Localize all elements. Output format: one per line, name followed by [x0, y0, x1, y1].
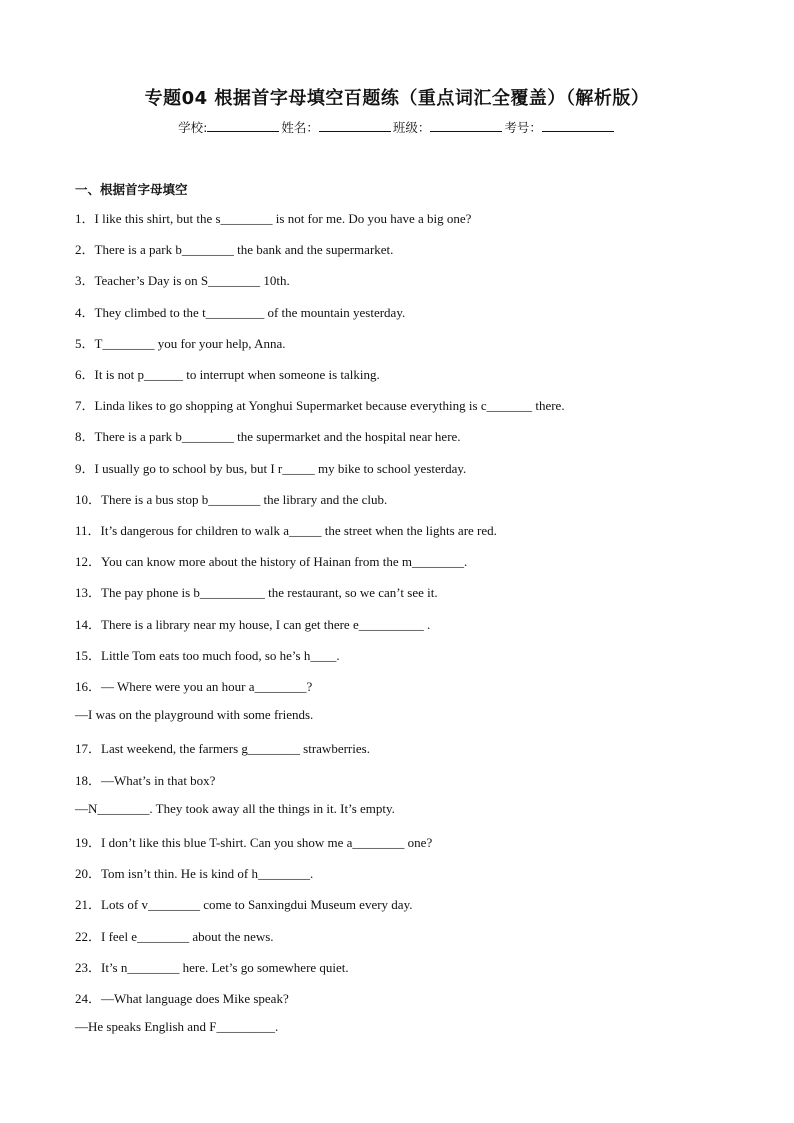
- question-line: 19．I don’t like this blue T-shirt. Can you show me a________ one?: [75, 835, 433, 850]
- answer-line: —He speaks English and F_________.: [75, 1019, 279, 1034]
- school-label: 学校:: [178, 120, 208, 135]
- class-blank: [430, 119, 502, 132]
- question-line: 17．Last weekend, the farmers g________ strawberries.: [75, 741, 370, 756]
- name-label: 姓名：: [281, 120, 319, 135]
- answer-line: —N________. They took away all the things in it. It’s empty.: [75, 801, 395, 816]
- question-line: 6．It is not p______ to interrupt when someone is talking.: [75, 367, 380, 382]
- question-line: 10．There is a bus stop b________ the library and the club.: [75, 492, 388, 507]
- question-line: 13．The pay phone is b__________ the restaurant, so we can’t see it.: [75, 585, 438, 600]
- name-blank: [319, 119, 391, 132]
- school-blank: [207, 119, 279, 132]
- question-line: 18．—What’s in that box?: [75, 773, 216, 788]
- number-blank: [542, 119, 614, 132]
- question-line: 8．There is a park b________ the supermarket and the hospital near here.: [75, 429, 461, 444]
- question-line: 21．Lots of v________ come to Sanxingdui Museum every day.: [75, 897, 413, 912]
- student-info-line: [0, 118, 794, 136]
- class-label: 班级：: [392, 120, 431, 135]
- question-line: 2．There is a park b________ the bank and the supermarket.: [75, 242, 394, 257]
- question-line: 20．Tom isn’t thin. He is kind of h________.: [75, 866, 314, 881]
- question-line: 24．—What language does Mike speak?: [75, 991, 289, 1006]
- page-title: 专题04 根据首字母填空百题练（重点词汇全覆盖）（解析版）: [144, 88, 650, 109]
- question-line: 12．You can know more about the history of Hainan from the m________.: [75, 554, 468, 569]
- question-line: 11．It’s dangerous for children to walk a_____ the street when the lights are red.: [75, 523, 497, 538]
- question-line: 4．They climbed to the t_________ of the mountain yesterday.: [75, 305, 406, 320]
- question-line: 1．I like this shirt, but the s________ is not for me. Do you have a big one?: [75, 211, 472, 226]
- question-line: 9．I usually go to school by bus, but I r_____ my bike to school yesterday.: [75, 461, 467, 476]
- question-line: 22．I feel e________ about the news.: [75, 929, 274, 944]
- number-label: 考号：: [504, 120, 542, 135]
- question-line: 16．— Where were you an hour a________?: [75, 679, 313, 694]
- question-line: 14．There is a library near my house, I can get there e__________ .: [75, 617, 431, 632]
- question-line: 5．T________ you for your help, Anna.: [75, 336, 286, 351]
- section-heading: 一、根据首字母填空: [75, 182, 188, 197]
- question-line: 23．It’s n________ here. Let’s go somewhere quiet.: [75, 960, 349, 975]
- answer-line: —I was on the playground with some friends.: [75, 707, 314, 722]
- question-line: 3．Teacher’s Day is on S________ 10th.: [75, 273, 290, 288]
- question-line: 15．Little Tom eats too much food, so he’s h____.: [75, 648, 340, 663]
- question-line: 7．Linda likes to go shopping at Yonghui Supermarket because everything is c_______ there.: [75, 398, 565, 413]
